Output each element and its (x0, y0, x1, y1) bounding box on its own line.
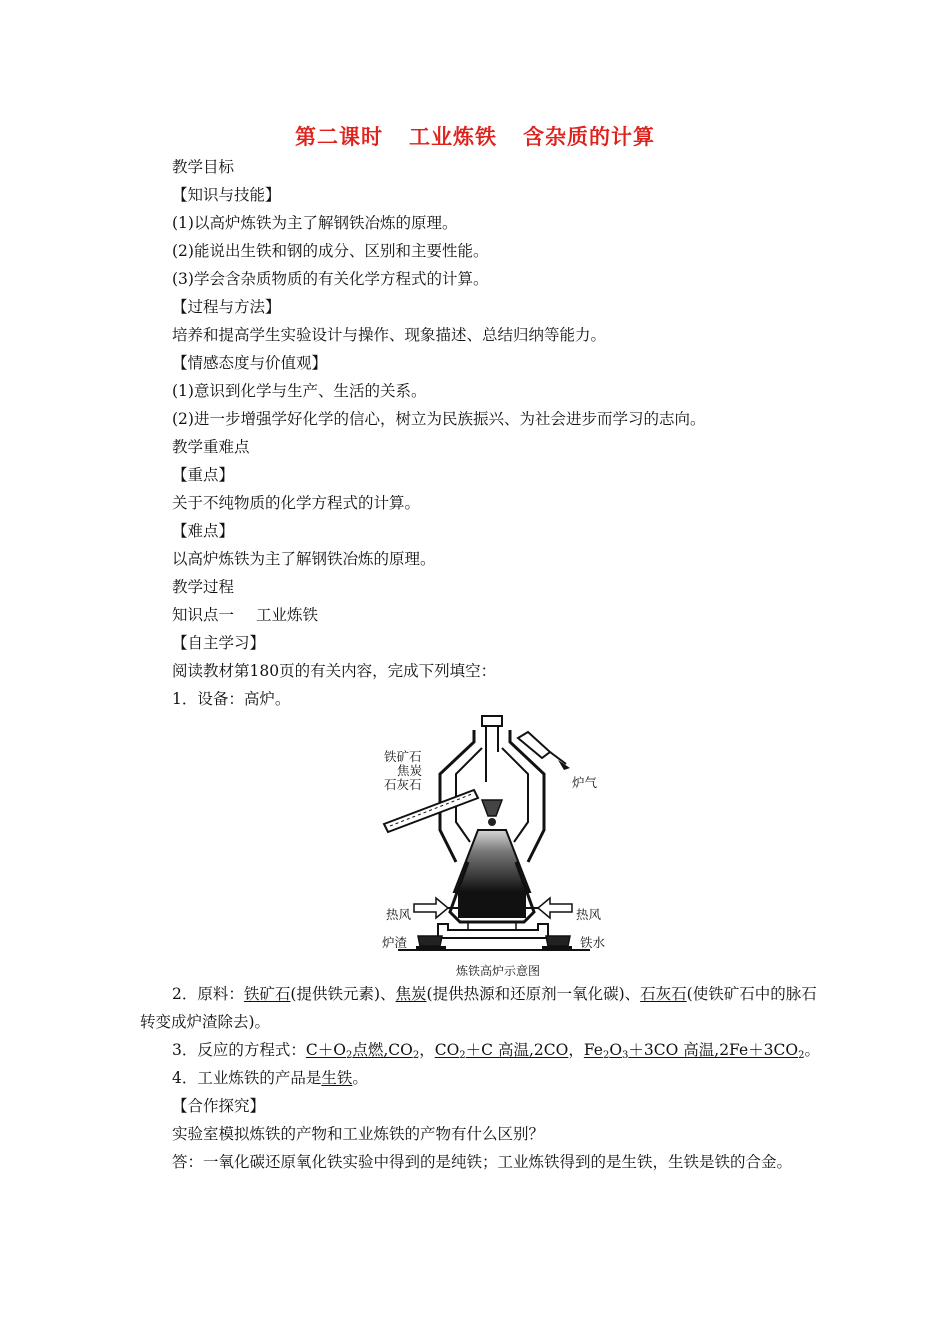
coke-note: (提供热源和还原剂一氧化碳)、 (426, 985, 641, 1003)
item-1-equipment: 1．设备：高炉。 (172, 690, 291, 708)
reading-instruction: 阅读教材第180页的有关内容，完成下列填空： (172, 662, 497, 680)
equation-2: $CO_2+C$ 高温,2CO (434, 1041, 569, 1061)
knowledge-item-3: (3)学会含杂质物质的有关化学方程式的计算。 (172, 270, 489, 288)
equation-1: $C+O_2$点燃$,CO_2$ (305, 1041, 420, 1061)
label-slag: 炉渣 (382, 935, 408, 950)
item-3-equations: 3．反应的方程式：$C+O_2$点燃$,CO_2$，$CO_2+C$ 高温,2CO，$Fe_2O_3+3CO$ 高温$,2Fe+3CO_2$。 (172, 1041, 820, 1061)
knowledge-heading: 【知识与技能】 (172, 186, 281, 204)
label-hot-air-left: 热风 (386, 907, 412, 922)
process-method-text: 培养和提高学生实验设计与操作、现象描述、总结归纳等能力。 (172, 326, 607, 344)
answer-iron-ore: 铁矿石 (243, 985, 291, 1003)
item-2-raw-materials (140, 980, 820, 1036)
label-iron-ore: 铁矿石 (384, 749, 422, 764)
label-furnace-gas: 炉气 (572, 775, 598, 790)
knowledge-point-label: 知识点一 (172, 606, 235, 624)
difficulty-heading: 教学重难点 (172, 438, 250, 456)
iron-ore-note: (提供铁元素)、 (290, 985, 396, 1003)
emotion-item-1: (1)意识到化学与生产、生活的关系。 (172, 382, 427, 400)
item-4-product: 4．工业炼铁的产品是生铁。 (172, 1069, 368, 1087)
cooperation-question: 实验室模拟炼铁的产物和工业炼铁的产物有什么区别？ (172, 1125, 545, 1143)
goals-heading: 教学目标 (172, 158, 235, 176)
cooperation-answer-text: 答：一氧化碳还原氧化铁实验中得到的是纯铁；工业炼铁得到的是生铁，生铁是铁的合金。 (172, 1153, 793, 1171)
limestone-note: (使铁矿石中的脉石转变成炉渣除去)。 (140, 985, 817, 1031)
knowledge-point-title: 工业炼铁 (256, 606, 319, 624)
answer-coke: 焦炭 (395, 985, 427, 1003)
key-point-text: 关于不纯物质的化学方程式的计算。 (172, 494, 421, 512)
item-3-label: 3．反应的方程式： (172, 1041, 306, 1059)
page-title (0, 121, 950, 151)
item-4-label: 4．工业炼铁的产品是 (172, 1069, 322, 1087)
cooperation-heading: 【合作探究】 (172, 1097, 266, 1115)
knowledge-point-1 (172, 605, 318, 625)
hard-point-text: 以高炉炼铁为主了解钢铁冶炼的原理。 (172, 550, 436, 568)
emotion-item-2: (2)进一步增强学好化学的信心，树立为民族振兴、为社会进步而学习的志向。 (172, 410, 706, 428)
cooperation-answer (140, 1148, 820, 1176)
knowledge-item-1: (1)以高炉炼铁为主了解钢铁冶炼的原理。 (172, 214, 458, 232)
label-hot-air-right: 热风 (576, 907, 602, 922)
process-method-heading: 【过程与方法】 (172, 298, 281, 316)
blast-furnace-figure (378, 712, 618, 982)
title-part-calc: 含杂质的计算 (523, 125, 655, 149)
emotion-heading: 【情感态度与价值观】 (172, 354, 328, 372)
title-part-topic: 工业炼铁 (409, 125, 497, 149)
figure-caption: 炼铁高炉示意图 (455, 964, 540, 978)
label-molten-iron: 铁水 (580, 935, 606, 950)
answer-limestone: 石灰石 (640, 985, 687, 1003)
knowledge-item-2: (2)能说出生铁和钢的成分、区别和主要性能。 (172, 242, 489, 260)
label-coke: 焦炭 (397, 763, 423, 778)
teaching-process-heading: 教学过程 (172, 578, 235, 596)
hard-point-heading: 【难点】 (172, 522, 235, 540)
item-2-label: 2．原料： (172, 985, 244, 1003)
answer-pig-iron: 生铁 (321, 1069, 353, 1087)
equation-3: $Fe_2O_3+3CO$ 高温$,2Fe+3CO_2$ (583, 1041, 805, 1061)
self-study-heading: 【自主学习】 (172, 634, 266, 652)
label-limestone: 石灰石 (384, 777, 422, 792)
title-part-lesson: 第二课时 (295, 125, 383, 149)
key-point-heading: 【重点】 (172, 466, 235, 484)
